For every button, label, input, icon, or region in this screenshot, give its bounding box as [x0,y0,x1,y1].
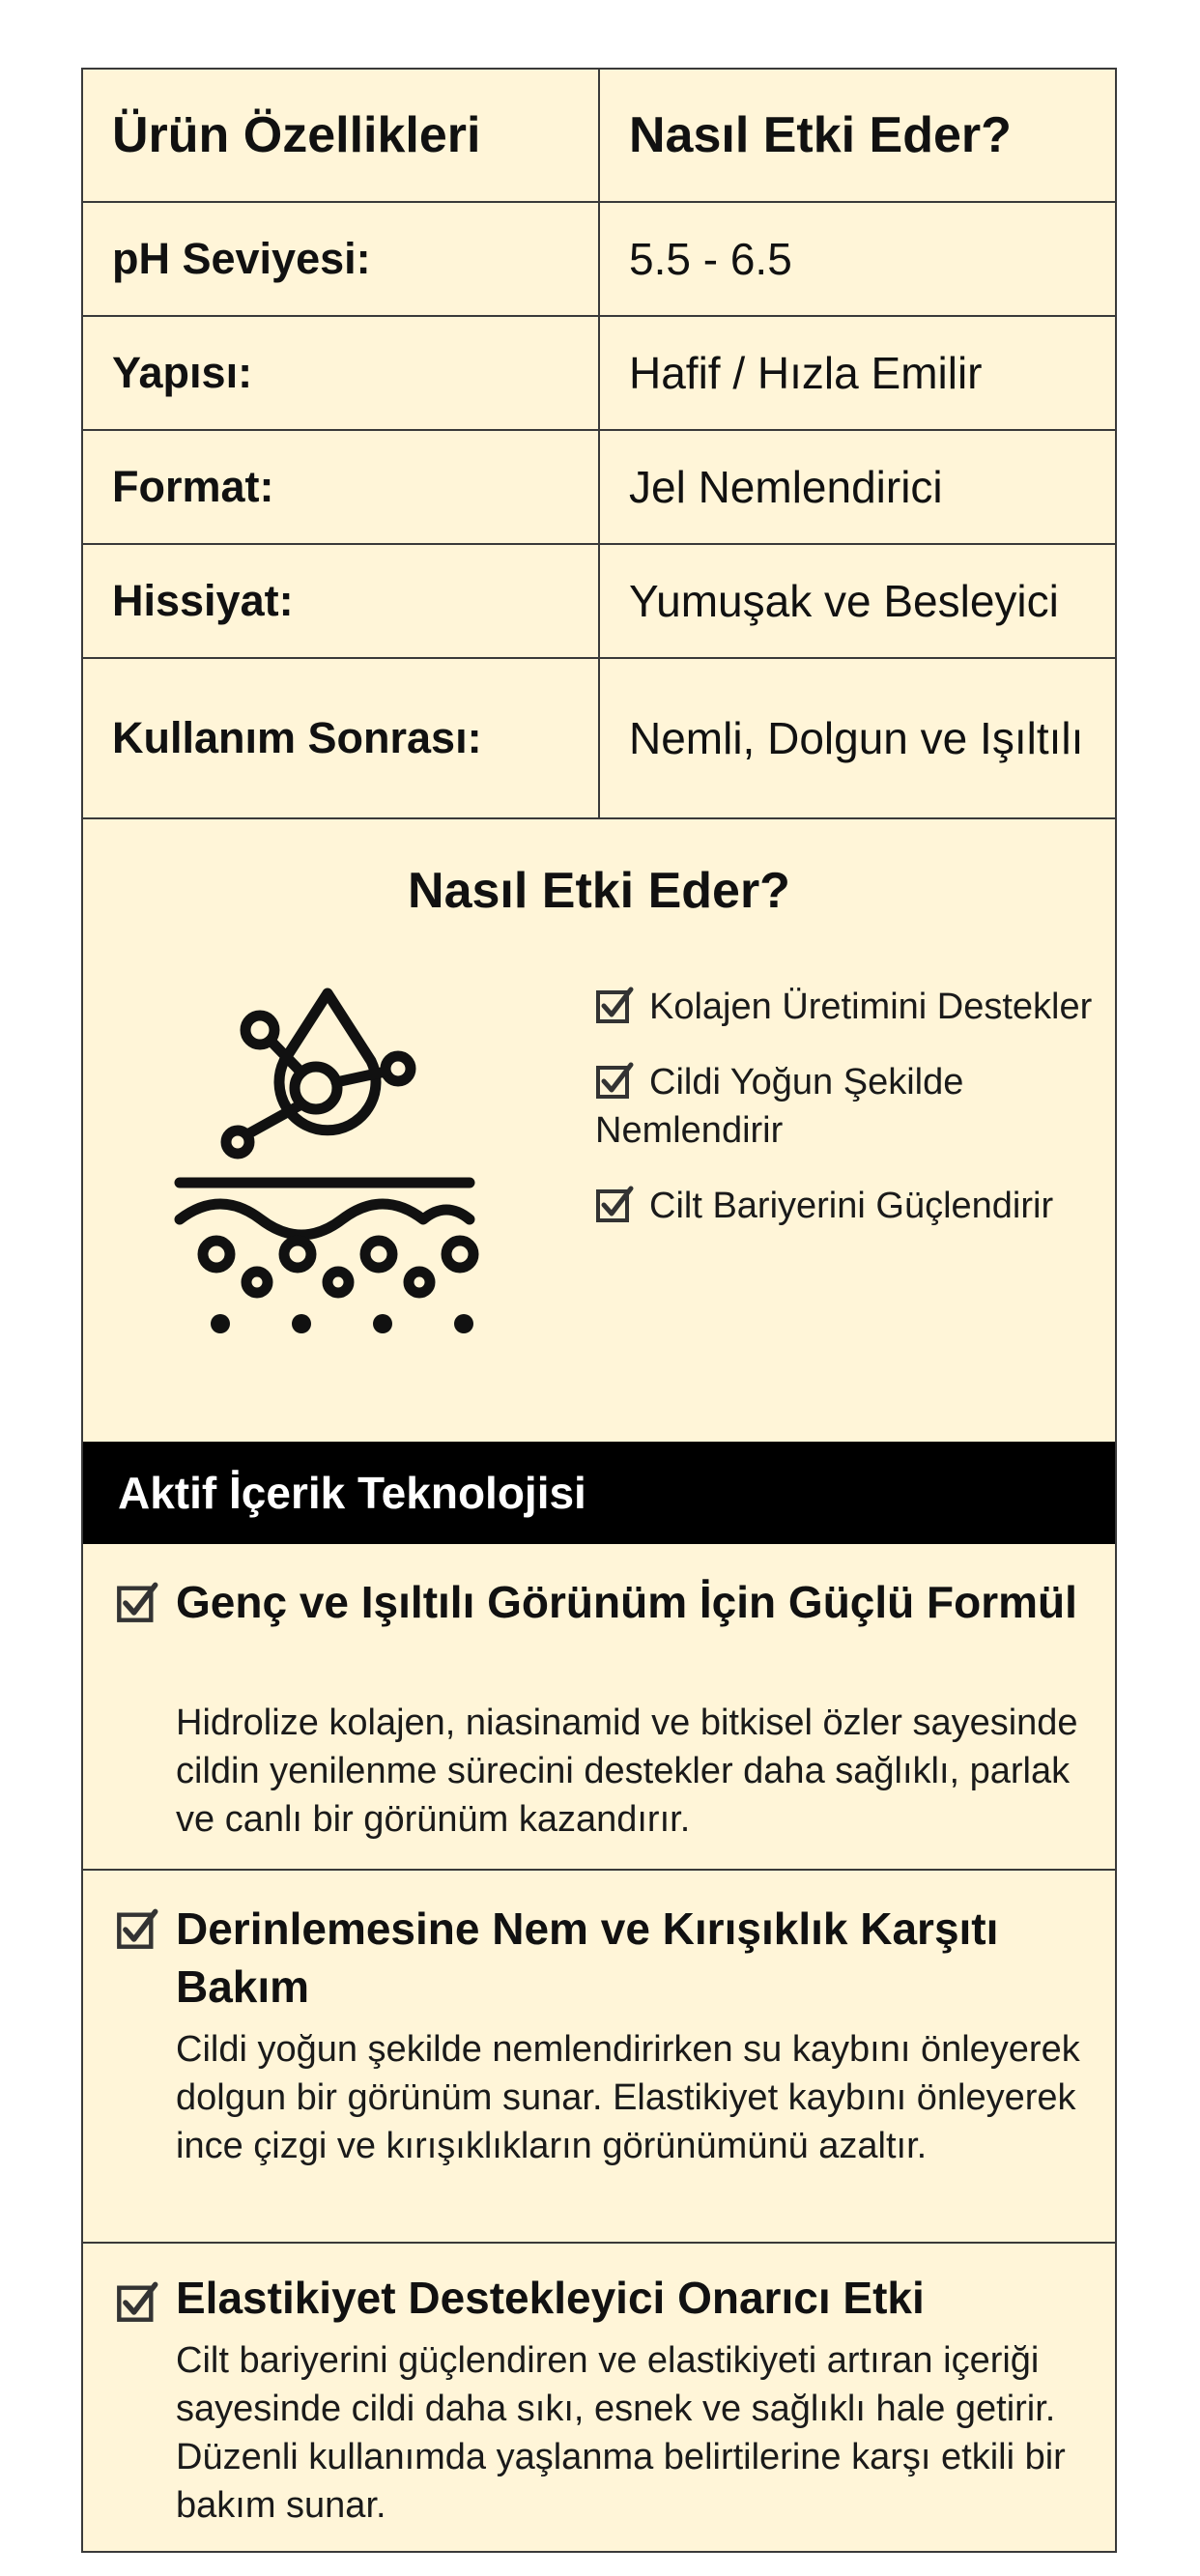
feature-description: Hidrolize kolajen, niasinamid ve bitkisel özler sayesinde cildin yenilenme sürecini destekler daha sağlıklı, parlak ve canlı bir görünüm kazandırır. [176,1703,1078,1840]
active-ingredient-header: Aktif İçerik Teknolojisi [83,1442,1115,1544]
checkbox-checked-icon [116,2280,158,2323]
feature-title: Derinlemesine Nem ve Kırışıklık Karşıtı Bakım [176,1903,999,2012]
list-item [595,1182,1098,1230]
product-info-card [81,68,1117,2553]
feature-item [83,2244,1115,2551]
benefit-text: Kolajen Üretimini Destekler [649,987,1093,1027]
spec-value: Hafif / Hızla Emilir [629,348,983,398]
checkbox-checked-icon [116,1907,158,1950]
checkbox-checked-icon [116,1581,158,1623]
spec-label: pH Seviyesi: [112,234,371,283]
spec-value: Yumuşak ve Besleyici [629,576,1059,626]
benefit-text: Cildi Yoğun Şekilde Nemlendirir [595,1062,964,1151]
skin-layer-drop-molecule-icon [141,978,528,1403]
spec-value: 5.5 - 6.5 [629,234,792,284]
benefit-text: Cilt Bariyerini Güçlendirir [649,1186,1054,1226]
spec-label: Format: [112,462,274,511]
spec-label: Yapısı: [112,348,253,397]
feature-description: Cilt bariyerini güçlendiren ve elastikiyeti artıran içeriği sayesinde cildi daha sıkı, esnek ve sağlıklı hale getirir. Düzenli kullanımda yaşlanma belirtilerine karşı etkili bir bakım sunar. [176,2340,1066,2526]
checkbox-checked-icon [595,1061,634,1100]
feature-title: Genç ve Işıltılı Görünüm İçin Güçlü Formül [176,1577,1077,1627]
benefits-list [595,983,1098,1257]
spec-header-left: Ürün Özellikleri [112,107,481,163]
table-column-divider [598,70,600,817]
spec-value: Nemli, Dolgun ve Işıltılı [629,713,1084,763]
how-it-works-title: Nasıl Etki Eder? [408,863,790,919]
checkbox-checked-icon [595,986,634,1024]
feature-title: Elastikiyet Destekleyici Onarıcı Etki [176,2273,925,2323]
spec-label: Kullanım Sonrası: [112,713,482,762]
list-item [595,983,1098,1031]
spec-header-right: Nasıl Etki Eder? [629,107,1012,163]
feature-item [83,1544,1115,1871]
feature-item [83,1871,1115,2244]
spec-label: Hissiyat: [112,576,294,625]
feature-description: Cildi yoğun şekilde nemlendirirken su kaybını önleyerek dolgun bir görünüm sunar. Elastikiyet kaybını önleyerek ince çizgi ve kırışıklıkların görünümünü azaltır. [176,2029,1080,2166]
checkbox-checked-icon [595,1185,634,1223]
list-item [595,1058,1098,1155]
spec-value: Jel Nemlendirici [629,462,943,512]
